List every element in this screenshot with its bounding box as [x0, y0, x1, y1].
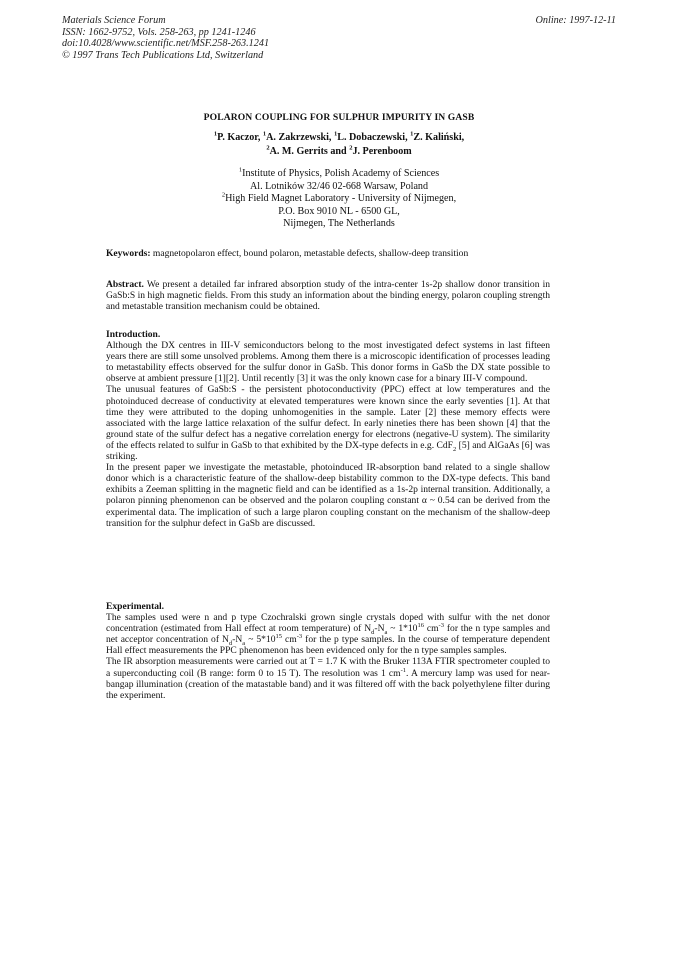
paragraph	[106, 384, 550, 462]
affil-marker: 1	[213, 130, 218, 138]
text-run: The IR absorption measurements were carried out at T = 1.7 K with the Bruker 113A FTIR spectrometer coupled to a superconducting coil (B range: form 0 to 15 T). The resolution was 1 cm	[106, 656, 550, 679]
text-run: The unusual features of GaSb:S - the persistent photoconductivity (PPC) effect at low temperatures and the photoinduced decrease of conductivity at elevated temperatures were known since the early seventies [1]. At that time they were attributed to the doping unhomogenities in the sample. Later [2] these memory effects were associated with the large lattice relaxation of the sulfur defect. In early nineties there has been shown [4] that the ground state of the sulfur defect has a negative correlation energy for electrons (negative-U system). The similarity of the effects related to sulfur in GaSb to that exhibited by the DX-type defects in e.g. CdF	[106, 384, 550, 451]
issn-line: ISSN: 1662-9752, Vols. 258-263, pp 1241-1246	[62, 26, 256, 38]
text-run: The samples used were n and p type Czochralski grown single crystals doped with sulfur with the net donor concentration (estimated from Hall effect at room temperature) of N	[106, 612, 550, 635]
text-run: ~ 1*10	[387, 623, 418, 635]
experimental-section	[106, 601, 550, 701]
author: L. Dobaczewski,	[337, 132, 411, 143]
superscript: 15	[275, 633, 282, 641]
superscript: -3	[296, 633, 303, 641]
affiliation-address: Nijmegen, The Netherlands	[283, 218, 395, 230]
text-run: cm	[423, 623, 439, 635]
keywords	[106, 248, 550, 259]
affil-marker: 1	[333, 130, 338, 138]
experimental-heading: Experimental.	[106, 601, 165, 612]
author: Z. Kaliński,	[413, 132, 465, 143]
paragraph	[106, 656, 550, 700]
paper-title: POLARON COUPLING FOR SULPHUR IMPURITY IN GASB	[203, 112, 475, 123]
affil-marker: 1	[410, 130, 414, 138]
copyright-line: © 1997 Trans Tech Publications Ltd, Switzerland	[62, 49, 264, 61]
text-run: for the p type samples. In the course of temperature dependent Hall effect measurements the PPC phenomenon has been evidenced only for the n type samples samples.	[106, 634, 550, 657]
author-list	[0, 131, 678, 159]
text-run: for the n type samples and net acceptor concentration of N	[106, 623, 550, 646]
affiliation-address: P.O. Box 9010 NL - 6500 GL,	[278, 205, 400, 217]
affil-marker: 1	[262, 130, 267, 138]
abstract-label: Abstract.	[106, 279, 144, 290]
text-run: cm	[282, 634, 297, 646]
affil-marker: 2	[266, 144, 270, 152]
introduction-heading: Introduction.	[106, 329, 161, 340]
subscript: a	[384, 629, 388, 637]
subscript: a	[242, 640, 246, 648]
author-line-1	[0, 131, 678, 145]
journal-header	[62, 15, 269, 61]
superscript: -3	[438, 622, 444, 630]
text-run: ~ 5*10	[245, 634, 276, 646]
doi-line: doi:10.4028/www.scientific.net/MSF.258-263.1241	[62, 38, 270, 49]
affiliation-line	[0, 168, 678, 181]
superscript: -1	[400, 666, 407, 674]
keywords-label: Keywords:	[106, 248, 151, 259]
paragraph	[106, 612, 550, 656]
journal-name: Materials Science Forum	[62, 15, 166, 26]
author-line-2	[0, 145, 678, 159]
subscript: d	[371, 629, 375, 637]
affiliations	[0, 168, 678, 231]
paragraph: In the present paper we investigate the metastable, photoinduced IR-absorption band related to a single shallow donor which is a characteristic feature of the shallow-deep bistability common to the DX-type defects. This band exhibits a Zeeman splitting in the magnetic field and can be identified as a 1s-2p internal transition. Additionally, a polaron pinning phenomenon can be observed and the polaron coupling constant α ~ 0.54 can be derived from the experimental data. The implication of such a large plaron coupling constant on the mechanism of the shallow-deep transition for the sulphur defect in GaSb are discussed.	[106, 462, 550, 529]
affiliation-address: Al. Lotników 32/46 02-668 Warsaw, Poland	[249, 180, 429, 192]
affil-marker: 2	[349, 144, 353, 152]
text-run: -N	[232, 634, 243, 646]
superscript: 16	[417, 622, 424, 630]
paragraph: Although the DX centres in III-V semiconductors belong to the most investigated defect systems in last fifteen years there are still some unsolved problems. Among them there is a microscopic identification of processes leading to metastability effects observed for the sulfur donor in GaSb. This donor forms in GaSb the DX state possible to observe at ambient pressure [1][2]. Until recently [3] it was the only known case for a binary III-V compound.	[106, 340, 550, 385]
text-run: -N	[374, 623, 385, 635]
affiliation-line	[0, 193, 678, 206]
text-run: . A mercury lamp was used for near-bangap illumination (creation of the matastable band) and it was filtered off with the back polyethylene filter during the experiment.	[106, 667, 550, 701]
keywords-text: magnetopolaron effect, bound polaron, metastable defects, shallow-deep transition	[150, 248, 469, 259]
author: J. Perenboom	[352, 146, 412, 157]
author: A. M. Gerrits and	[269, 146, 350, 157]
affiliation-text: Institute of Physics, Polish Academy of Sciences	[242, 168, 440, 179]
affiliation-text: High Field Magnet Laboratory - University of Nijmegen,	[225, 193, 457, 205]
online-date: Online: 1997-12-11	[535, 15, 616, 26]
subscript: d	[228, 640, 233, 648]
abstract-text: We present a detailed far infrared absorption study of the intra-center 1s-2p shallow donor transition in GaSb:S in high magnetic fields. From this study an information about the binding energy, polaron coupling strength and metastable transition mechanism could be obtained.	[106, 279, 550, 313]
abstract	[106, 279, 550, 312]
affil-marker: 1	[238, 166, 243, 174]
text-run: [5] and AlGaAs [6] was striking.	[106, 439, 550, 463]
author: P. Kaczor,	[217, 132, 263, 143]
subscript: 2	[452, 445, 457, 453]
affil-marker: 2	[221, 191, 226, 199]
author: A. Zakrzewski,	[266, 132, 334, 143]
introduction-section	[106, 329, 550, 529]
